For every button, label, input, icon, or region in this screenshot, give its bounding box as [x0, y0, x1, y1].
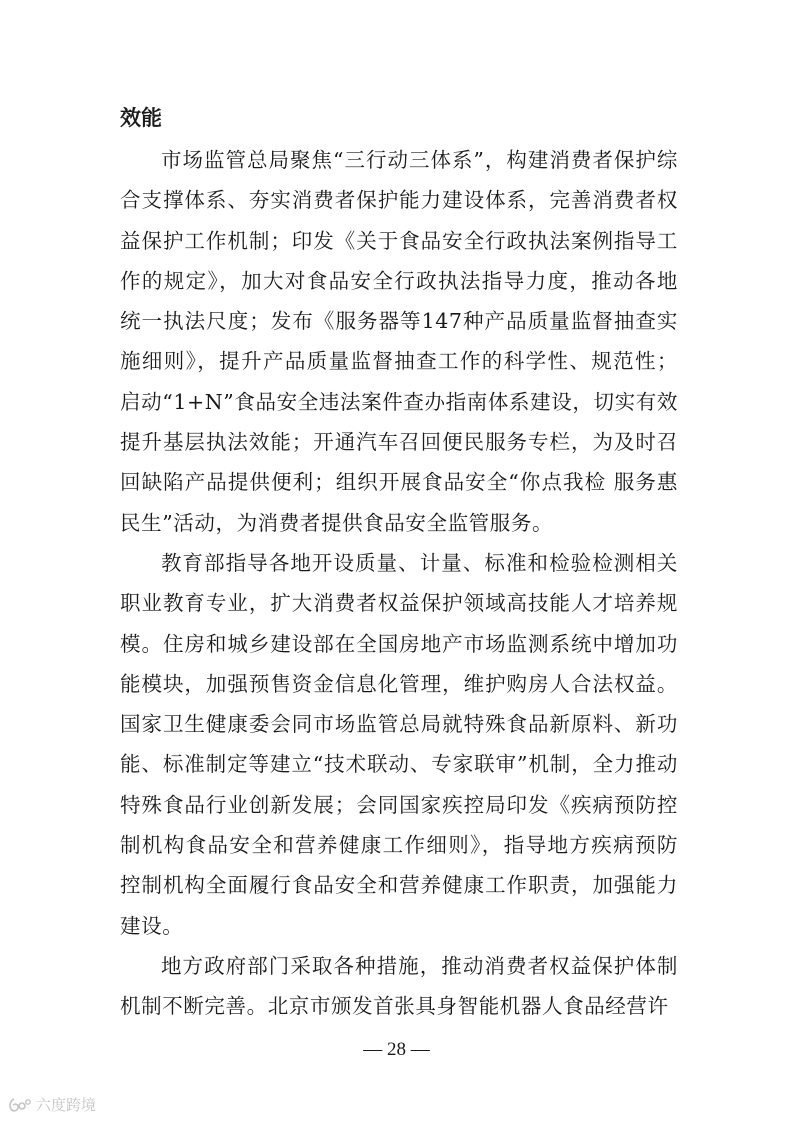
paragraph: 教育部指导各地开设质量、计量、标准和检验检测相关职业教育专业，扩大消费者权益保护领域高技能人才培养规模。住房和城乡建设部在全国房地产市场监测系统中增加功能模块，加强预售资金信息化管理，维护购房人合法权益。国家卫生健康委会同市场监管总局就特殊食品新原料、新功能、标准制定等建立“技术联动、专家联审”机制，全力推动特殊食品行业创新发展；会同国家疾控局印发《疾病预防控制机构食品安全和营养健康工作细则》，指导地方疾病预防控制机构全面履行食品安全和营养健康工作职责，加强能力建设。 [120, 550, 678, 938]
watermark [8, 1094, 96, 1115]
paragraph: 地方政府部门采取各种措施，推动消费者权益保护体制机制不断完善。北京市颁发首张具身智能机器人食品经营许 [120, 953, 678, 1019]
paragraph: 市场监管总局聚焦“三行动三体系”，构建消费者保护综合支撑体系、夯实消费者保护能力建设体系，完善消费者权益保护工作机制；印发《关于食品安全行政执法案例指导工作的规定》，加大对食品安全行政执法指导力度，推动各地统一执法尺度；发布《服务器等147种产品质量监督抽查实施细则》，提升产品质量监督抽查工作的科学性、规范性；启动“1+N”食品安全违法案件查办指南体系建设，切实有效提升基层执法效能；开通汽车召回便民服务专栏，为及时召回缺陷产品提供便利；组织开展食品安全“你点我检 服务惠民生”活动，为消费者提供食品安全监管服务。 [120, 148, 678, 535]
watermark-text: 六度跨境 [36, 1096, 97, 1114]
body-text [120, 140, 678, 1027]
six-degrees-logo-icon [8, 1097, 32, 1113]
page-number: — 28 — [363, 1039, 430, 1060]
section-heading: 效能 [120, 106, 162, 130]
